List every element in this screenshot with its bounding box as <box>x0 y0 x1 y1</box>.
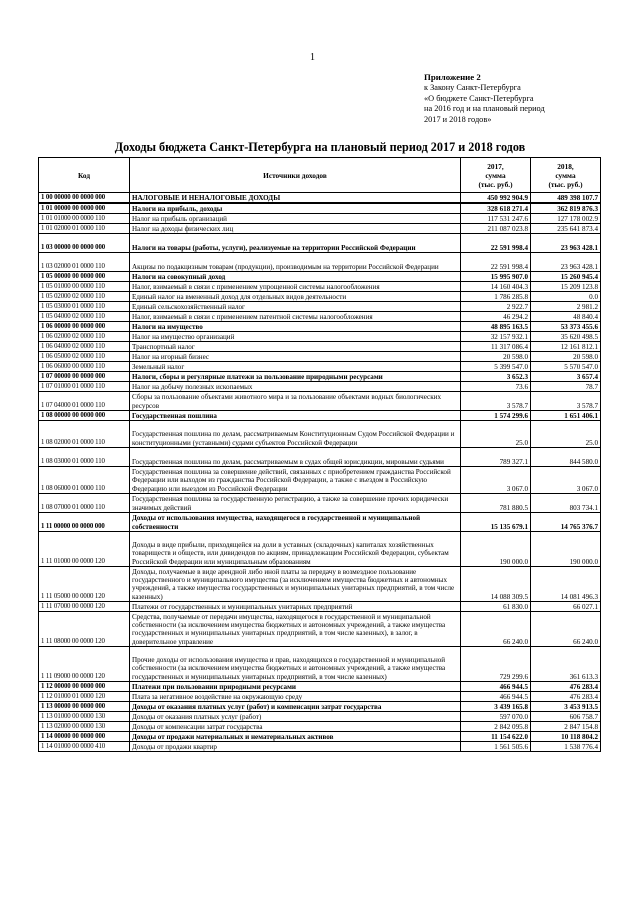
row-value-2017: 466 944.5 <box>461 682 531 692</box>
row-code: 1 00 00000 00 0000 000 <box>39 193 130 204</box>
row-value-2017: 117 531 247.6 <box>461 214 531 224</box>
row-value-2018: 803 734.1 <box>531 494 601 513</box>
row-source: НАЛОГОВЫЕ И НЕНАЛОГОВЫЕ ДОХОДЫ <box>130 193 461 204</box>
row-value-2017: 781 880.5 <box>461 494 531 513</box>
row-source: Единый налог на вмененный доход для отдельных видов деятельности <box>130 292 461 302</box>
row-value-2018: 5 570 547.0 <box>531 362 601 372</box>
row-source: Налог на игорный бизнес <box>130 352 461 362</box>
row-code: 1 12 00000 00 0000 000 <box>39 682 130 692</box>
row-source: Доходы от оказания платных услуг (работ) и компенсации затрат государства <box>130 702 461 712</box>
row-source: Плата за негативное воздействие на окружающую среду <box>130 692 461 702</box>
row-source: Доходы в виде прибыли, приходящейся на доли в уставных (складочных) капиталах хозяйственных товариществ и обществ, или дивидендов по акциям, принадлежащим Российской Федерации, субъектам Российской Федерации или муниципальным образованиям <box>130 532 461 567</box>
row-value-2018: 127 178 002.9 <box>531 214 601 224</box>
row-value-2017: 22 591 998.4 <box>461 253 531 272</box>
row-value-2018: 476 283.4 <box>531 692 601 702</box>
row-value-2017: 66 240.0 <box>461 612 531 647</box>
row-value-2018: 15 260 945.4 <box>531 272 601 282</box>
row-source: Налоги на прибыль, доходы <box>130 203 461 214</box>
row-code: 1 05 01000 00 0000 110 <box>39 282 130 292</box>
table-row <box>39 742 601 752</box>
row-value-2018: 235 641 873.4 <box>531 224 601 234</box>
row-value-2017: 789 327.1 <box>461 448 531 467</box>
row-source: Налоги, сборы и регулярные платежи за пользование природными ресурсами <box>130 372 461 382</box>
row-source: Доходы от компенсации затрат государства <box>130 722 461 732</box>
row-value-2017: 466 944.5 <box>461 692 531 702</box>
row-code: 1 08 00000 00 0000 000 <box>39 411 130 421</box>
row-code: 1 06 04000 02 0000 110 <box>39 342 130 352</box>
row-value-2018: 23 963 428.1 <box>531 234 601 253</box>
row-value-2017: 15 995 907.0 <box>461 272 531 282</box>
row-value-2018: 78.7 <box>531 382 601 392</box>
row-value-2018: 14 765 376.7 <box>531 513 601 532</box>
row-value-2018: 14 081 496.3 <box>531 567 601 602</box>
header-source: Источники доходов <box>130 158 461 193</box>
row-value-2018: 1 538 776.4 <box>531 742 601 752</box>
row-code: 1 01 02000 01 0000 110 <box>39 224 130 234</box>
table-row <box>39 602 601 612</box>
document-title: Доходы бюджета Санкт-Петербурга на плановый период 2017 и 2018 годов <box>114 140 526 154</box>
revenue-table <box>38 157 601 752</box>
row-value-2017: 32 157 932.1 <box>461 332 531 342</box>
table-row <box>39 392 601 411</box>
row-code: 1 08 06000 01 0000 110 <box>39 467 130 494</box>
row-value-2017: 11 154 622.0 <box>461 732 531 742</box>
row-value-2018: 3 453 913.5 <box>531 702 601 712</box>
row-value-2017: 729 299.6 <box>461 647 531 682</box>
table-row <box>39 692 601 702</box>
row-value-2017: 25.0 <box>461 421 531 448</box>
row-source: Средства, получаемые от передачи имущества, находящегося в государственной и муниципальной собственности (за исключением имущества бюджетных и автономных учреждений, а также имущества государственных и муниципальных унитарных предприятий, в том числе казенных), в залог, в доверительное управление <box>130 612 461 647</box>
row-value-2017: 22 591 998.4 <box>461 234 531 253</box>
table-row <box>39 411 601 421</box>
row-source: Налог на прибыль организаций <box>130 214 461 224</box>
row-value-2018: 190 000.0 <box>531 532 601 567</box>
row-code: 1 08 02000 01 0000 110 <box>39 421 130 448</box>
row-source: Земельный налог <box>130 362 461 372</box>
row-value-2017: 1 574 299.6 <box>461 411 531 421</box>
table-row <box>39 722 601 732</box>
table-row <box>39 732 601 742</box>
row-value-2017: 450 992 904.9 <box>461 193 531 204</box>
row-code: 1 14 00000 00 0000 000 <box>39 732 130 742</box>
table-row <box>39 494 601 513</box>
row-value-2017: 3 067.0 <box>461 467 531 494</box>
row-code: 1 13 00000 00 0000 000 <box>39 702 130 712</box>
row-source: Налог, взимаемый в связи с применением упрощенной системы налогообложения <box>130 282 461 292</box>
row-value-2018: 489 398 107.7 <box>531 193 601 204</box>
row-value-2017: 211 087 023.8 <box>461 224 531 234</box>
appendix-line: на 2016 год и на плановый период <box>424 104 545 114</box>
row-source: Акцизы по подакцизным товарам (продукции), производимым на территории Российской Федерации <box>130 253 461 272</box>
row-value-2017: 1 561 505.6 <box>461 742 531 752</box>
appendix-block <box>424 72 545 126</box>
table-row <box>39 682 601 692</box>
row-value-2017: 3 652.3 <box>461 372 531 382</box>
appendix-title: Приложение 2 <box>424 72 481 82</box>
row-value-2017: 15 135 679.1 <box>461 513 531 532</box>
row-value-2017: 14 160 404.3 <box>461 282 531 292</box>
row-code: 1 03 02000 01 0000 110 <box>39 253 130 272</box>
row-source: Транспортный налог <box>130 342 461 352</box>
row-code: 1 03 00000 00 0000 000 <box>39 234 130 253</box>
row-source: Платежи при пользовании природными ресурсами <box>130 682 461 692</box>
row-value-2017: 2 922.7 <box>461 302 531 312</box>
row-code: 1 08 03000 01 0000 110 <box>39 448 130 467</box>
row-source: Налоги на товары (работы, услуги), реализуемые на территории Российской Федерации <box>130 234 461 253</box>
row-code: 1 06 05000 02 0000 110 <box>39 352 130 362</box>
table-row <box>39 647 601 682</box>
table-row <box>39 467 601 494</box>
row-code: 1 08 07000 01 0000 110 <box>39 494 130 513</box>
table-row <box>39 312 601 322</box>
table-row <box>39 532 601 567</box>
row-code: 1 07 01000 01 0000 110 <box>39 382 130 392</box>
table-row <box>39 352 601 362</box>
row-value-2018: 25.0 <box>531 421 601 448</box>
row-code: 1 05 03000 01 0000 110 <box>39 302 130 312</box>
row-value-2018: 66 240.0 <box>531 612 601 647</box>
row-code: 1 13 01000 00 0000 130 <box>39 712 130 722</box>
row-source: Государственная пошлина за совершение действий, связанных с приобретением гражданства Российской Федерации или выходом из гражданства Российской Федерации, а также с въездом в Российскую Федерацию или выездом из Российской Федерации <box>130 467 461 494</box>
row-value-2018: 844 580.0 <box>531 448 601 467</box>
row-value-2017: 597 070.0 <box>461 712 531 722</box>
row-code: 1 11 08000 00 0000 120 <box>39 612 130 647</box>
appendix-line: 2017 и 2018 годов» <box>424 115 492 125</box>
row-value-2018: 48 840.4 <box>531 312 601 322</box>
row-code: 1 13 02000 00 0000 130 <box>39 722 130 732</box>
row-code: 1 07 04000 01 0000 110 <box>39 392 130 411</box>
table-row <box>39 372 601 382</box>
table-row <box>39 342 601 352</box>
row-value-2018: 3 657.4 <box>531 372 601 382</box>
table-row <box>39 193 601 204</box>
row-value-2018: 12 161 812.1 <box>531 342 601 352</box>
row-value-2018: 66 027.1 <box>531 602 601 612</box>
table-row <box>39 382 601 392</box>
row-source: Прочие доходы от использования имущества и прав, находящихся в государственной и муниципальной собственности (за исключением имущества бюджетных и автономных учреждений, а также имущества государственных и муниципальных унитарных предприятий, в том числе казенных) <box>130 647 461 682</box>
row-code: 1 11 09000 00 0000 120 <box>39 647 130 682</box>
row-code: 1 06 00000 00 0000 000 <box>39 322 130 332</box>
row-value-2017: 20 598.0 <box>461 352 531 362</box>
row-value-2017: 3 439 165.8 <box>461 702 531 712</box>
table-row <box>39 214 601 224</box>
table-row <box>39 302 601 312</box>
row-code: 1 07 00000 00 0000 000 <box>39 372 130 382</box>
row-code: 1 05 00000 00 0000 000 <box>39 272 130 282</box>
page-number: 1 <box>310 52 315 63</box>
table-row <box>39 282 601 292</box>
table-row <box>39 712 601 722</box>
row-value-2018: 476 283.4 <box>531 682 601 692</box>
row-source: Государственная пошлина по делам, рассматриваемым Конституционным Судом Российской Федерации и конституционными (уставными) судами субъектов Российской Федерации <box>130 421 461 448</box>
row-source: Налоги на совокупный доход <box>130 272 461 282</box>
row-code: 1 14 01000 00 0000 410 <box>39 742 130 752</box>
row-value-2018: 35 620 498.5 <box>531 332 601 342</box>
row-value-2018: 0.0 <box>531 292 601 302</box>
row-value-2017: 14 088 309.5 <box>461 567 531 602</box>
row-value-2017: 5 399 547.0 <box>461 362 531 372</box>
table-row <box>39 224 601 234</box>
row-source: Сборы за пользование объектами животного мира и за пользование объектами водных биологических ресурсов <box>130 392 461 411</box>
table-row <box>39 567 601 602</box>
row-code: 1 11 05000 00 0000 120 <box>39 567 130 602</box>
row-value-2017: 46 294.2 <box>461 312 531 322</box>
row-value-2017: 3 578.7 <box>461 392 531 411</box>
table-row <box>39 292 601 302</box>
table-row <box>39 421 601 448</box>
table-row <box>39 253 601 272</box>
row-value-2017: 48 895 163.5 <box>461 322 531 332</box>
row-value-2018: 362 819 876.3 <box>531 203 601 214</box>
row-value-2017: 328 618 271.4 <box>461 203 531 214</box>
row-source: Налог на имущество организаций <box>130 332 461 342</box>
row-code: 1 06 02000 02 0000 110 <box>39 332 130 342</box>
row-value-2018: 15 209 123.8 <box>531 282 601 292</box>
row-source: Доходы, получаемые в виде арендной либо иной платы за передачу в возмездное пользование государственного и муниципального имущества (за исключением имущества бюджетных и автономных учреждений, а также имущества государственных и муниципальных унитарных предприятий, в том числе казенных) <box>130 567 461 602</box>
row-value-2018: 10 118 804.2 <box>531 732 601 742</box>
table-row <box>39 362 601 372</box>
row-source: Доходы от оказания платных услуг (работ) <box>130 712 461 722</box>
table-row <box>39 612 601 647</box>
row-value-2018: 20 598.0 <box>531 352 601 362</box>
row-value-2018: 361 613.3 <box>531 647 601 682</box>
table-row <box>39 203 601 214</box>
row-code: 1 01 00000 00 0000 000 <box>39 203 130 214</box>
row-value-2018: 1 651 406.1 <box>531 411 601 421</box>
row-source: Налоги на имущество <box>130 322 461 332</box>
row-code: 1 12 01000 01 0000 120 <box>39 692 130 702</box>
row-value-2018: 53 373 455.6 <box>531 322 601 332</box>
row-source: Единый сельскохозяйственный налог <box>130 302 461 312</box>
row-code: 1 11 07000 00 0000 120 <box>39 602 130 612</box>
header-2018: 2018, сумма (тыс. руб.) <box>531 158 601 193</box>
header-2017: 2017, сумма (тыс. руб.) <box>461 158 531 193</box>
header-code: Код <box>39 158 130 193</box>
appendix-line: «О бюджете Санкт-Петербурга <box>424 93 534 103</box>
row-source: Доходы от продажи квартир <box>130 742 461 752</box>
row-code: 1 05 04000 02 0000 110 <box>39 312 130 322</box>
row-value-2018: 23 963 428.1 <box>531 253 601 272</box>
row-source: Налог, взимаемый в связи с применением патентной системы налогообложения <box>130 312 461 322</box>
row-code: 1 01 01000 00 0000 110 <box>39 214 130 224</box>
row-value-2017: 190 000.0 <box>461 532 531 567</box>
row-value-2017: 61 830.0 <box>461 602 531 612</box>
table-row <box>39 332 601 342</box>
table-row <box>39 513 601 532</box>
row-source: Государственная пошлина по делам, рассматриваемым в судах общей юрисдикции, мировыми судьями <box>130 448 461 467</box>
table-body <box>39 193 601 752</box>
row-source: Доходы от использования имущества, находящегося в государственной и муниципальной собственности <box>130 513 461 532</box>
table-row <box>39 702 601 712</box>
table-row <box>39 234 601 253</box>
row-source: Государственная пошлина <box>130 411 461 421</box>
table-header-row <box>39 158 601 193</box>
table-row <box>39 272 601 282</box>
appendix-line: к Закону Санкт-Петербурга <box>424 82 521 92</box>
row-value-2018: 3 578.7 <box>531 392 601 411</box>
row-code: 1 11 00000 00 0000 000 <box>39 513 130 532</box>
row-source: Налог на добычу полезных ископаемых <box>130 382 461 392</box>
row-value-2017: 73.6 <box>461 382 531 392</box>
row-value-2017: 2 842 095.8 <box>461 722 531 732</box>
table-row <box>39 322 601 332</box>
row-code: 1 06 06000 00 0000 110 <box>39 362 130 372</box>
row-source: Доходы от продажи материальных и нематериальных активов <box>130 732 461 742</box>
row-value-2018: 606 758.7 <box>531 712 601 722</box>
row-code: 1 05 02000 02 0000 110 <box>39 292 130 302</box>
row-value-2018: 2 981.2 <box>531 302 601 312</box>
table-row <box>39 448 601 467</box>
row-value-2017: 11 317 086.4 <box>461 342 531 352</box>
row-code: 1 11 01000 00 0000 120 <box>39 532 130 567</box>
row-value-2018: 2 847 154.8 <box>531 722 601 732</box>
row-value-2018: 3 067.0 <box>531 467 601 494</box>
row-source: Государственная пошлина за государственную регистрацию, а также за совершение прочих юридически значимых действий <box>130 494 461 513</box>
row-source: Платежи от государственных и муниципальных унитарных предприятий <box>130 602 461 612</box>
row-source: Налог на доходы физических лиц <box>130 224 461 234</box>
row-value-2017: 1 786 285.8 <box>461 292 531 302</box>
